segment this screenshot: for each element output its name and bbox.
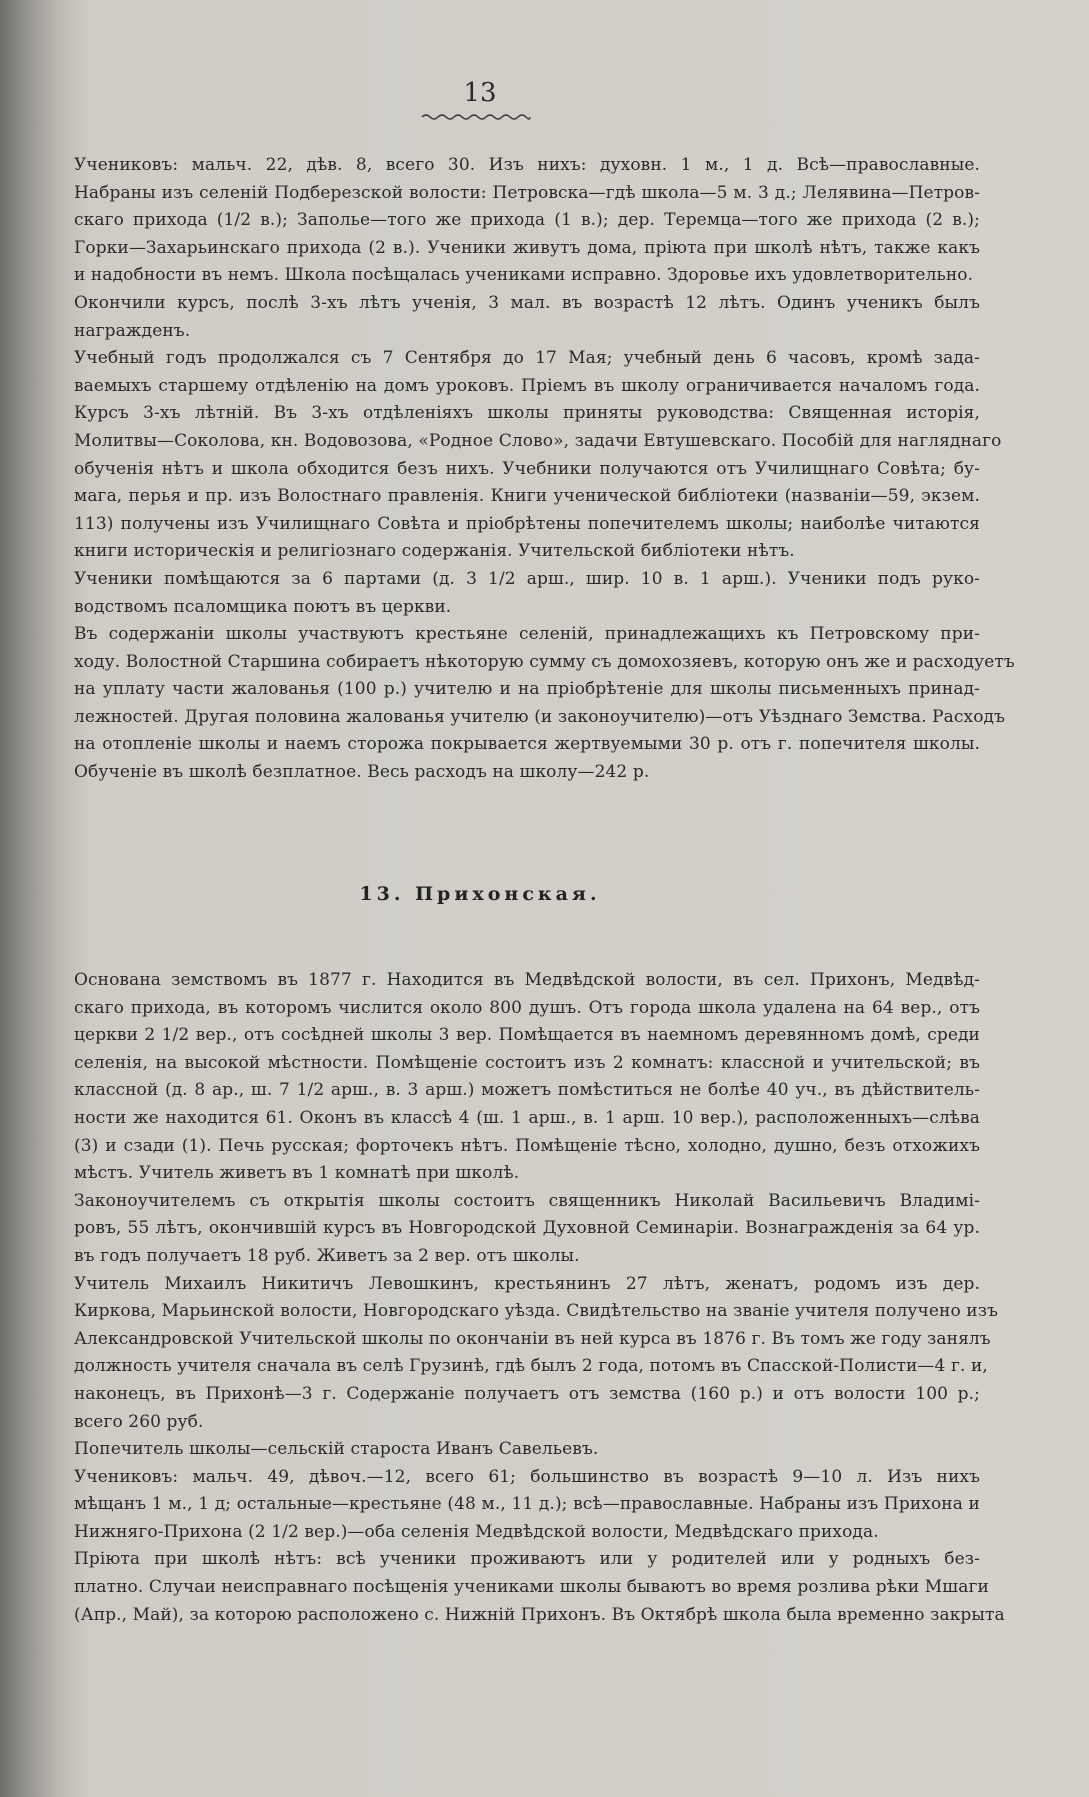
text-line: Попечитель школы—сельскій староста Иванъ Савельевъ.	[74, 1439, 599, 1460]
text-line: лежностей. Другая половина жалованья учителю (и законоучителю)—отъ Уѣзднаго Земства. Расходъ	[74, 706, 1006, 727]
text-line: Законоучителемъ съ открытія школы состоитъ священникъ Николай Васильевичъ Владимі-	[74, 1190, 980, 1211]
text-line: скаго прихода (1/2 в.); Заполье—того же прихода (1 в.); дер. Теремца—того же прихода (2 в.);	[74, 210, 980, 231]
text-line: ваемыхъ старшему отдѣленію на домъ уроковъ. Пріемъ въ школу ограничивается началомъ года.	[74, 375, 980, 396]
text-line: селенія, на высокой мѣстности. Помѣщеніе состоитъ изъ 2 комнатъ: классной и учительской; въ	[74, 1052, 980, 1073]
text-line: Обученіе въ школѣ безплатное. Весь расходъ на школу—242 р.	[74, 762, 650, 783]
page-number: 13	[463, 78, 497, 108]
text-line: 113) получены изъ Училищнаго Совѣта и пріобрѣтены попечителемъ школы; наиболѣе читаются	[74, 513, 980, 534]
text-line: Окончили курсъ, послѣ 3-хъ лѣтъ ученія, 3 мал. въ возрастѣ 12 лѣтъ. Одинъ ученикъ былъ	[74, 292, 980, 313]
text-line: (3) и сзади (1). Печь русская; форточекъ нѣтъ. Помѣщеніе тѣсно, холодно, душно, безъ отхожихъ	[74, 1135, 980, 1156]
text-line: Александровской Учительской школы по окончаніи въ ней курса въ 1876 г. Въ томъ же году занялъ	[74, 1328, 991, 1349]
text-line: ходу. Волостной Старшина собираетъ нѣкоторую сумму съ домохозяевъ, которую онъ же и расходуетъ	[74, 651, 1015, 672]
text-line: должность учителя сначала въ селѣ Грузинѣ, гдѣ былъ 2 года, потомъ въ Спасской-Полисти—4 г. и,	[74, 1356, 988, 1377]
text-block-bottom	[74, 967, 1005, 1629]
paragraph	[74, 290, 980, 345]
text-line: награжденъ.	[74, 320, 191, 341]
text-line: Учебный годъ продолжался съ 7 Сентября до 17 Мая; учебный день 6 часовъ, кромѣ зада-	[74, 348, 980, 369]
paragraph	[74, 152, 980, 290]
text-line: Въ содержаніи школы участвуютъ крестьяне селеній, принадлежащихъ къ Петровскому при-	[74, 624, 980, 645]
paragraph	[74, 621, 1015, 787]
text-line: скаго прихода, въ которомъ числится около 800 душъ. Отъ города школа удалена на 64 вер., отъ	[74, 997, 980, 1018]
text-line: и надобности въ немъ. Школа посѣщалась учениками исправно. Здоровье ихъ удовлетворительно.	[74, 265, 974, 286]
paragraph	[74, 1271, 999, 1437]
text-line: Горки—Захарьинскаго прихода (2 в.). Ученики живутъ дома, пріюта при школѣ нѣтъ, также какъ	[74, 237, 980, 258]
text-line: Учениковъ: мальч. 49, дѣвоч.—12, всего 61; большинство въ возрастѣ 9—10 л. Изъ нихъ	[74, 1466, 980, 1487]
text-line: Набраны изъ селеній Подберезской волости: Петровска—гдѣ школа—5 м. 3 д.; Лелявина—Петров-	[74, 182, 980, 203]
text-line: мага, перья и пр. изъ Волостнаго правленія. Книги ученической библіотеки (названіи—59, экзем.	[74, 486, 980, 507]
text-line: Ученики помѣщаются за 6 партами (д. 3 1/2 арш., шир. 10 в. 1 арш.). Ученики подъ руко-	[74, 568, 980, 589]
text-line: Пріюта при школѣ нѣтъ: всѣ ученики проживаютъ или у родителей или у родныхъ без-	[74, 1549, 980, 1570]
text-line: (Апр., Май), за которою расположено с. Нижній Прихонъ. Въ Октябрѣ школа была временно закрыта	[74, 1604, 1005, 1625]
text-line: Основана земствомъ въ 1877 г. Находится въ Медвѣдской волости, въ сел. Прихонъ, Медвѣд-	[74, 970, 980, 990]
text-line: на уплату части жалованья (100 р.) учителю и на пріобрѣтеніе для школы письменныхъ принад-	[74, 679, 980, 700]
text-line: въ годъ получаетъ 18 руб. Живетъ за 2 вер. отъ школы.	[74, 1245, 580, 1266]
text-line: ровъ, 55 лѣтъ, окончившій курсъ въ Новгородской Духовной Семинаріи. Вознагражденія за 64 ур.	[74, 1218, 980, 1239]
text-line: Курсъ 3-хъ лѣтній. Въ 3-хъ отдѣленіяхъ школы приняты руководства: Священная исторія,	[74, 403, 980, 424]
text-line: всего 260 руб.	[74, 1411, 204, 1432]
text-line: Учениковъ: мальч. 22, дѣв. 8, всего 30. Изъ нихъ: духовн. 1 м., 1 д. Всѣ—православные.	[74, 155, 980, 175]
text-line: книги историческія и религіознаго содержанія. Учительской библіотеки нѣтъ.	[74, 541, 795, 562]
paragraph	[74, 1546, 1005, 1629]
ornament-divider	[420, 112, 532, 122]
text-line: ности же находится 61. Оконъ въ классѣ 4 (ш. 1 арш., в. 1 арш. 10 вер.), расположенныхъ—слѣва	[74, 1107, 980, 1128]
text-block-top	[74, 152, 1015, 787]
text-line: церкви 2 1/2 вер., отъ сосѣдней школы 3 вер. Помѣщается въ наемномъ деревянномъ домѣ, среди	[74, 1025, 980, 1046]
section-heading: 13. Прихонская.	[359, 883, 601, 905]
text-line: наконецъ, въ Прихонѣ—3 г. Содержаніе получаетъ отъ земства (160 р.) и отъ волости 100 р.;	[74, 1383, 980, 1404]
paragraph	[74, 566, 980, 621]
paragraph	[74, 1464, 980, 1547]
text-line: Киркова, Марьинской волости, Новгородскаго уѣзда. Свидѣтельство на званіе учителя получено изъ	[74, 1301, 999, 1322]
text-line: обученія нѣтъ и школа обходится безъ нихъ. Учебники получаются отъ Училищнаго Совѣта; бу-	[74, 458, 980, 479]
text-line: Учитель Михаилъ Никитичъ Левошкинъ, крестьянинъ 27 лѣтъ, женатъ, родомъ изъ дер.	[74, 1273, 980, 1294]
paragraph	[74, 967, 980, 1188]
paragraph	[74, 345, 1002, 566]
text-line: мѣщанъ 1 м., 1 д; остальные—крестьяне (48 м., 11 д.); всѣ—православные. Набраны изъ Прихона и	[74, 1494, 980, 1515]
text-line: Молитвы—Соколова, кн. Водовозова, «Родное Слово», задачи Евтушевскаго. Пособій для нагляднаго	[74, 430, 1002, 451]
text-line: мѣстъ. Учитель живетъ въ 1 комнатѣ при школѣ.	[74, 1163, 520, 1184]
text-line: классной (д. 8 ар., ш. 7 1/2 арш., в. 3 арш.) можетъ помѣститься не болѣе 40 уч., въ дѣйствитель-	[74, 1080, 980, 1101]
text-line: на отопленіе школы и наемъ сторожа покрывается жертвуемыми 30 р. отъ г. попечителя школы.	[74, 734, 980, 755]
text-line: платно. Случаи неисправнаго посѣщенія учениками школы бываютъ во время розлива рѣки Мшаги	[74, 1577, 989, 1598]
text-line: водствомъ псаломщика поютъ въ церкви.	[74, 596, 452, 617]
paragraph	[74, 1188, 980, 1271]
text-line: Нижняго-Прихона (2 1/2 вер.)—оба селенія Медвѣдской волости, Медвѣдскаго прихода.	[74, 1521, 879, 1542]
paragraph	[74, 1436, 980, 1464]
